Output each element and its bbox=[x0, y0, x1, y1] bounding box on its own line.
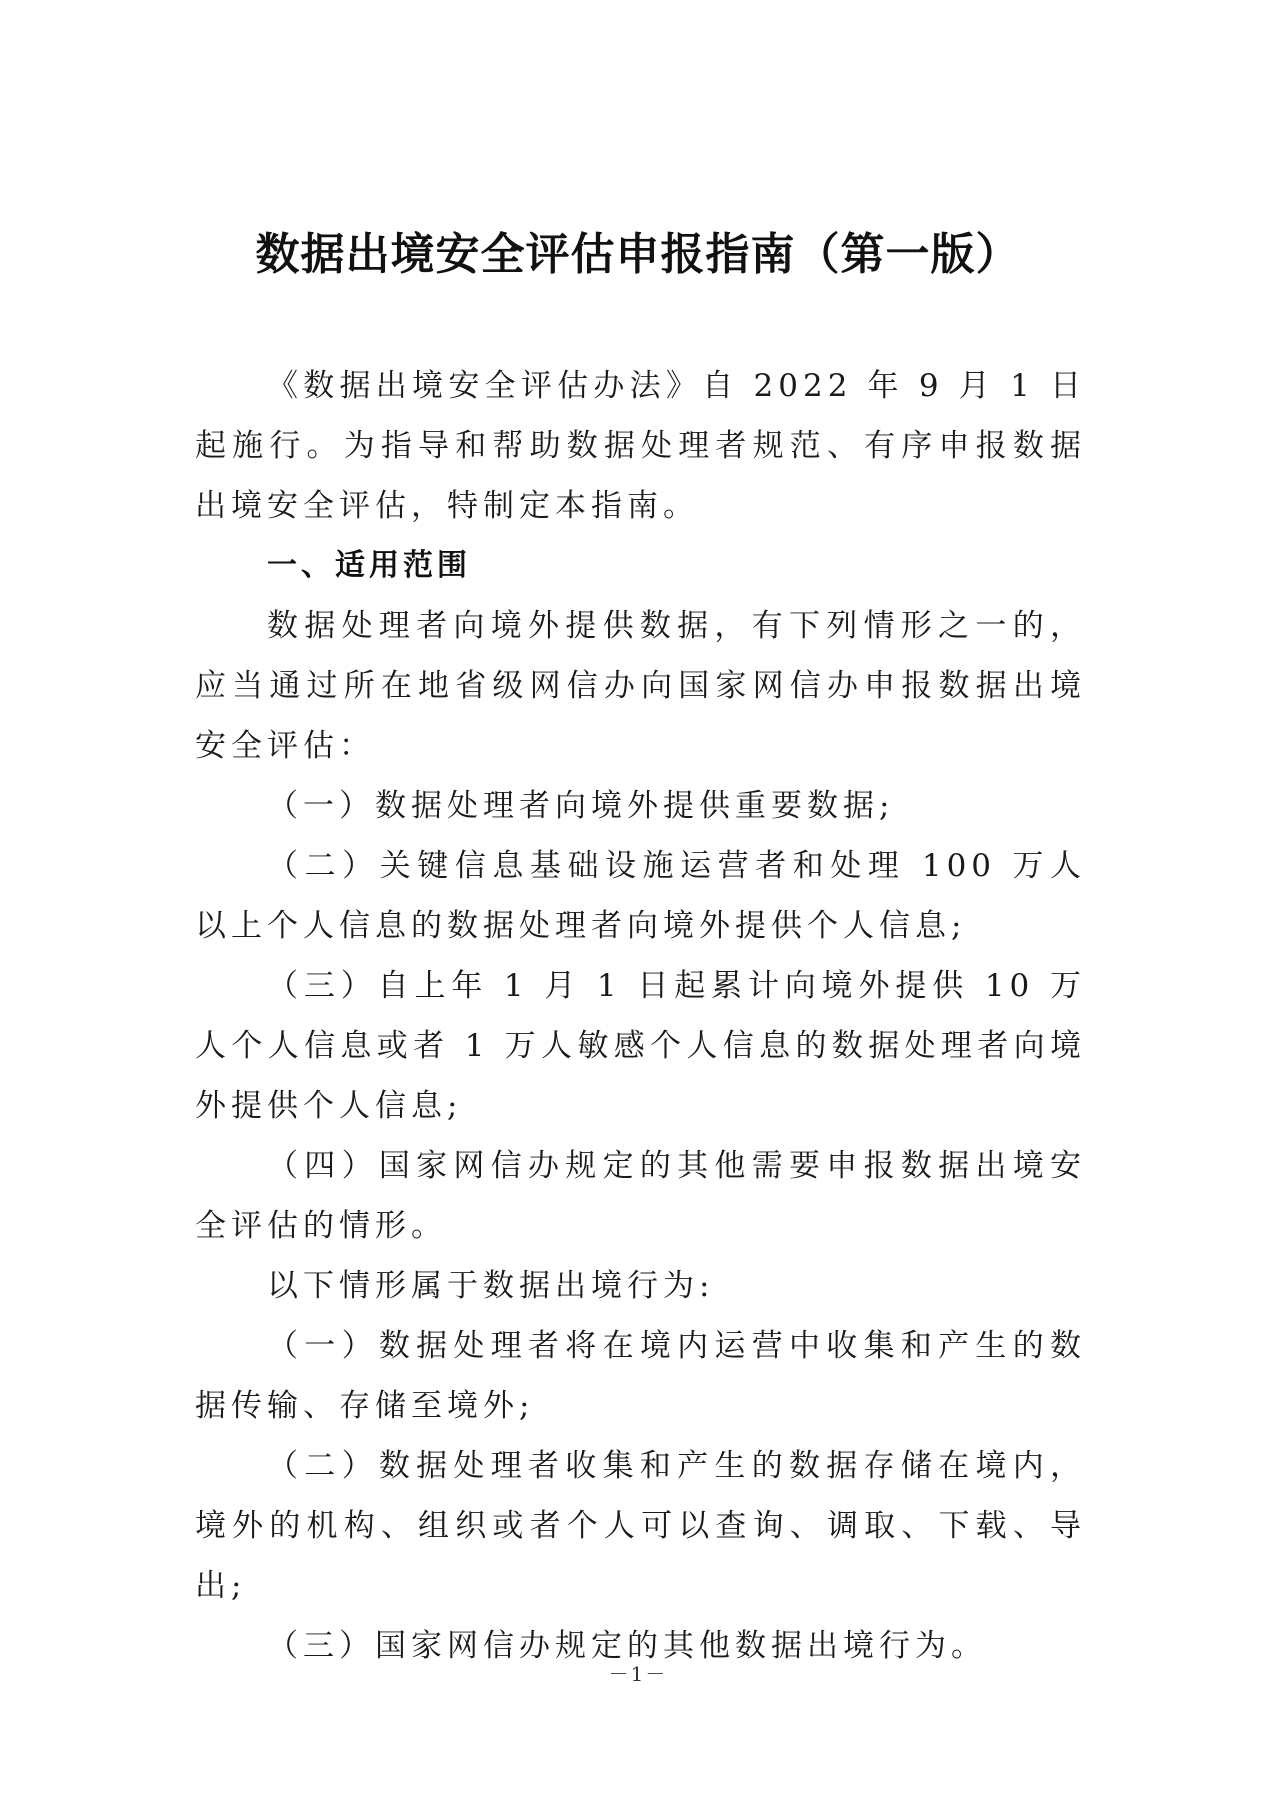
page-number: －1－ bbox=[608, 1662, 668, 1686]
behavior-item-2: （二）数据处理者收集和产生的数据存储在境内，境外的机构、组织或者个人可以查询、调取、下载、导出; bbox=[195, 1448, 1086, 1604]
document-title: 数据出境安全评估申报指南（第一版） bbox=[255, 229, 1021, 280]
scope-item-4: （四）国家网信办规定的其他需要申报数据出境安全评估的情形。 bbox=[195, 1148, 1086, 1244]
scope-item-3: （三）自上年 1 月 1 日起累计向境外提供 10 万人个人信息或者 1 万人敏感个人信息的数据处理者向境外提供个人信息; bbox=[195, 968, 1086, 1124]
document-body bbox=[195, 356, 1086, 1676]
behaviors-lead-paragraph: 以下情形属于数据出境行为: bbox=[267, 1268, 715, 1304]
scope-item-2: （二）关键信息基础设施运营者和处理 100 万人以上个人信息的数据处理者向境外提供个人信息; bbox=[195, 848, 1086, 944]
section-heading-scope: 一、适用范围 bbox=[267, 548, 471, 583]
behavior-item-1: （一）数据处理者将在境内运营中收集和产生的数据传输、存储至境外; bbox=[195, 1328, 1086, 1424]
scope-lead-paragraph: 数据处理者向境外提供数据，有下列情形之一的，应当通过所在地省级网信办向国家网信办申报数据出境安全评估： bbox=[195, 608, 1086, 764]
intro-paragraph: 《数据出境安全评估办法》自 2022 年 9 月 1 日起施行。为指导和帮助数据处理者规范、有序申报数据出境安全评估，特制定本指南。 bbox=[195, 368, 1086, 524]
behavior-item-3: （三）国家网信办规定的其他数据出境行为。 bbox=[267, 1628, 987, 1664]
scope-item-1: （一）数据处理者向境外提供重要数据; bbox=[267, 788, 895, 824]
